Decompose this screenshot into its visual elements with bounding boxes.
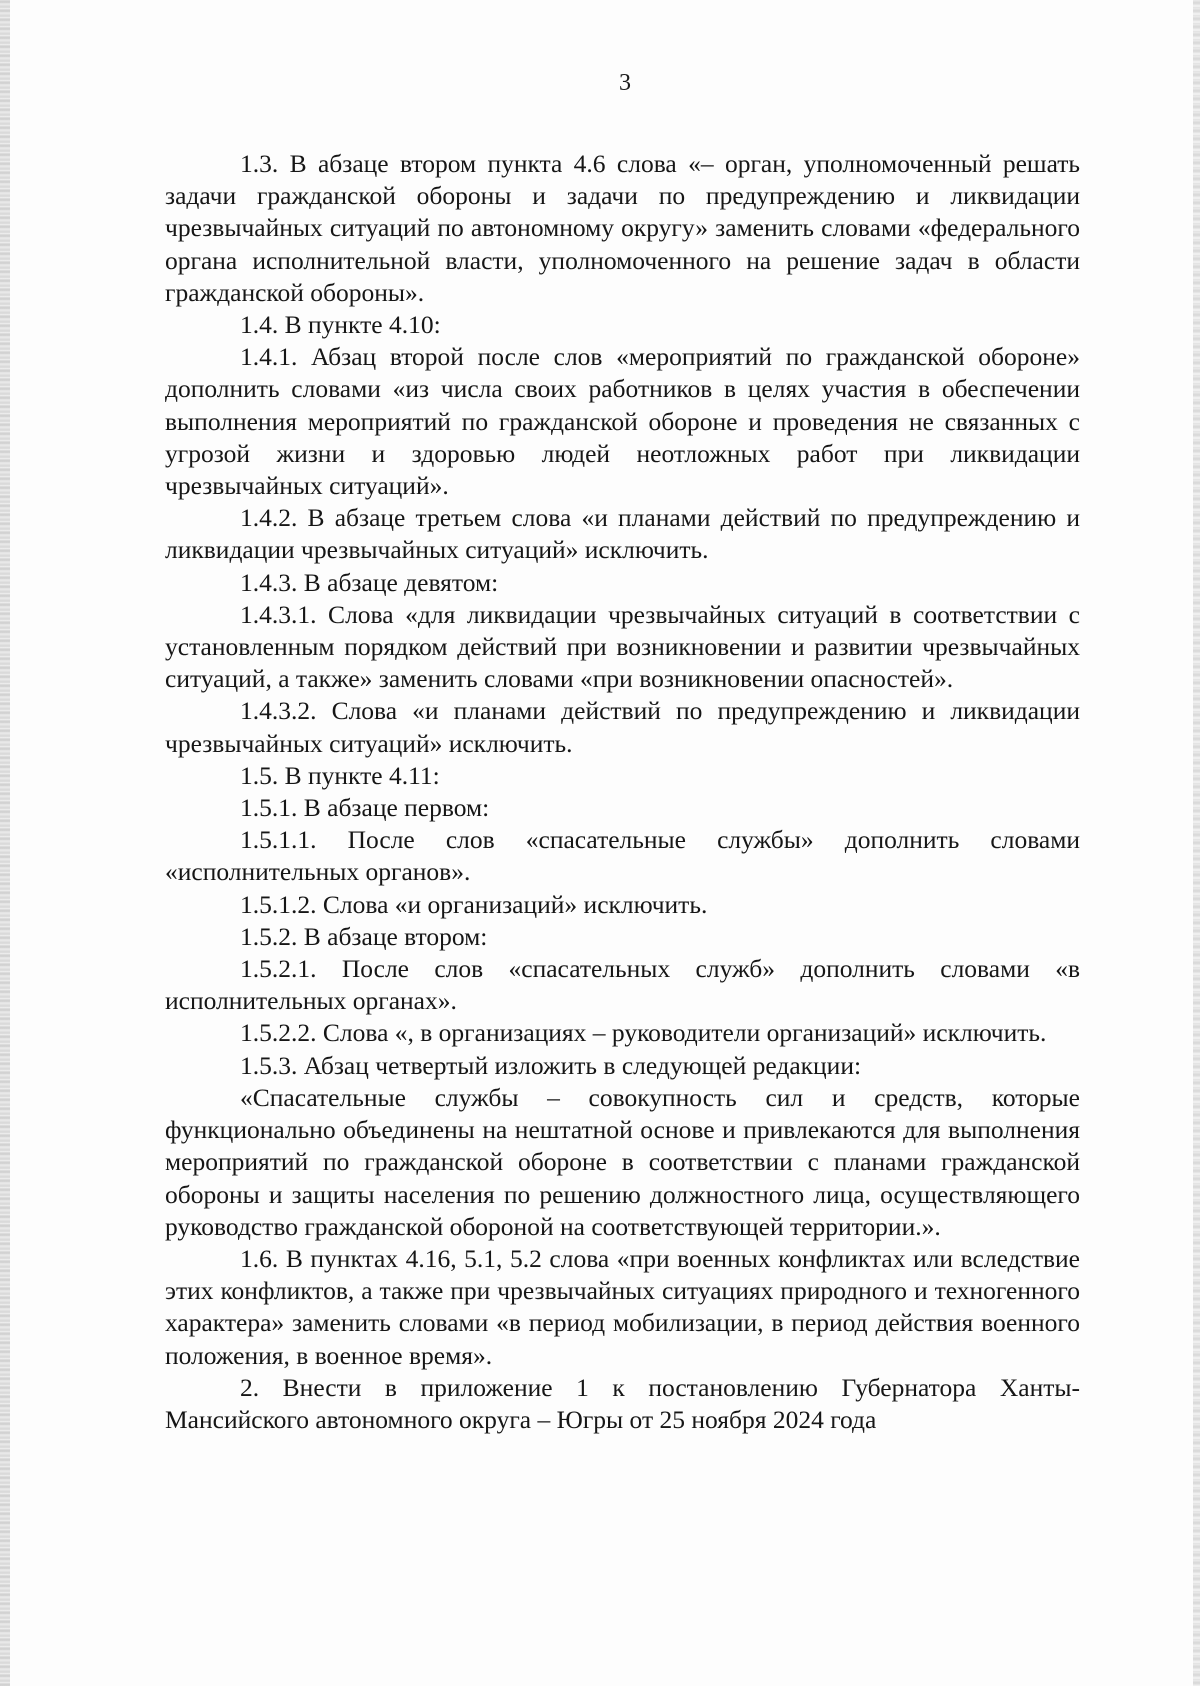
page-number: 3 — [619, 70, 631, 96]
scan-edge-right — [1193, 0, 1200, 1686]
paragraph-1-4-1: 1.4.1. Абзац второй после слов «мероприятий по гражданской обороне» дополнить словами «из числа своих работников в целях участия в обеспечении выполнения мероприятий по гражданской обороне и проведения не связанных с угрозой жизни и здоровью людей неотложных работ при ликвидации чрезвычайных ситуаций». — [165, 342, 1080, 501]
paragraph-1-4-3-2: 1.4.3.2. Слова «и планами действий по предупреждению и ликвидации чрезвычайных ситуаций» исключить. — [165, 696, 1080, 758]
paragraph-1-5-3: 1.5.3. Абзац четвертый изложить в следующей редакции: — [240, 1050, 862, 1080]
scan-edge-left — [0, 0, 10, 1686]
paragraph-1-5-2: 1.5.2. В абзаце втором: — [240, 921, 488, 951]
paragraph-1-5-1-2: 1.5.1.2. Слова «и организаций» исключить. — [240, 889, 708, 919]
paragraph-1-4: 1.4. В пункте 4.10: — [240, 310, 441, 340]
paragraph-2: 2. Внести в приложение 1 к постановлению Губернатора Ханты-Мансийского автономного округа – Югры от 25 ноября 2024 года — [165, 1372, 1080, 1434]
paragraph-1-5: 1.5. В пункте 4.11: — [240, 760, 440, 790]
paragraph-1-5-1: 1.5.1. В абзаце первом: — [240, 793, 490, 823]
paragraph-1-6: 1.6. В пунктах 4.16, 5.1, 5.2 слова «при военных конфликтах или вследствие этих конфликтов, а также при чрезвычайных ситуациях природного и техногенного характера» заменить словами «в период мобилизации, в период действия военного положения, в военное время». — [165, 1243, 1080, 1370]
paragraph-1-3: 1.3. В абзаце втором пункта 4.6 слова «– орган, уполномоченный решать задачи гражданской обороны и задачи по предупреждению и ликвидации чрезвычайных ситуаций по автономному округу» заменить словами «федерального органа исполнительной власти, уполномоченного на решение задач в области гражданской обороны». — [165, 149, 1080, 307]
paragraph-1-5-1-1: 1.5.1.1. После слов «спасательные службы» дополнить словами «исполнительных органов». — [165, 825, 1080, 887]
paragraph-1-4-3: 1.4.3. В абзаце девятом: — [240, 567, 499, 597]
paragraph-1-4-3-1: 1.4.3.1. Слова «для ликвидации чрезвычайных ситуаций в соответствии с установленным порядком действий при возникновении и развитии чрезвычайных ситуаций, а также» заменить словами «при возникновении опасностей». — [165, 599, 1080, 694]
paragraph-quoted-definition: «Спасательные службы – совокупность сил и средств, которые функционально объединены на нештатной основе и привлекаются для выполнения мероприятий по гражданской обороне в соответствии с планами гражданской обороны и защиты населения по решению должностного лица, осуществляющего руководство гражданской обороной на соответствующей территории.». — [165, 1082, 1080, 1241]
document-body — [165, 148, 1080, 1436]
paragraph-1-5-2-1: 1.5.2.1. После слов «спасательных служб» дополнить словами «в исполнительных органах». — [165, 954, 1080, 1016]
paragraph-1-5-2-2: 1.5.2.2. Слова «, в организациях – руководители организаций» исключить. — [240, 1018, 1047, 1048]
paragraph-1-4-2: 1.4.2. В абзаце третьем слова «и планами действий по предупреждению и ликвидации чрезвычайных ситуаций» исключить. — [165, 503, 1080, 565]
